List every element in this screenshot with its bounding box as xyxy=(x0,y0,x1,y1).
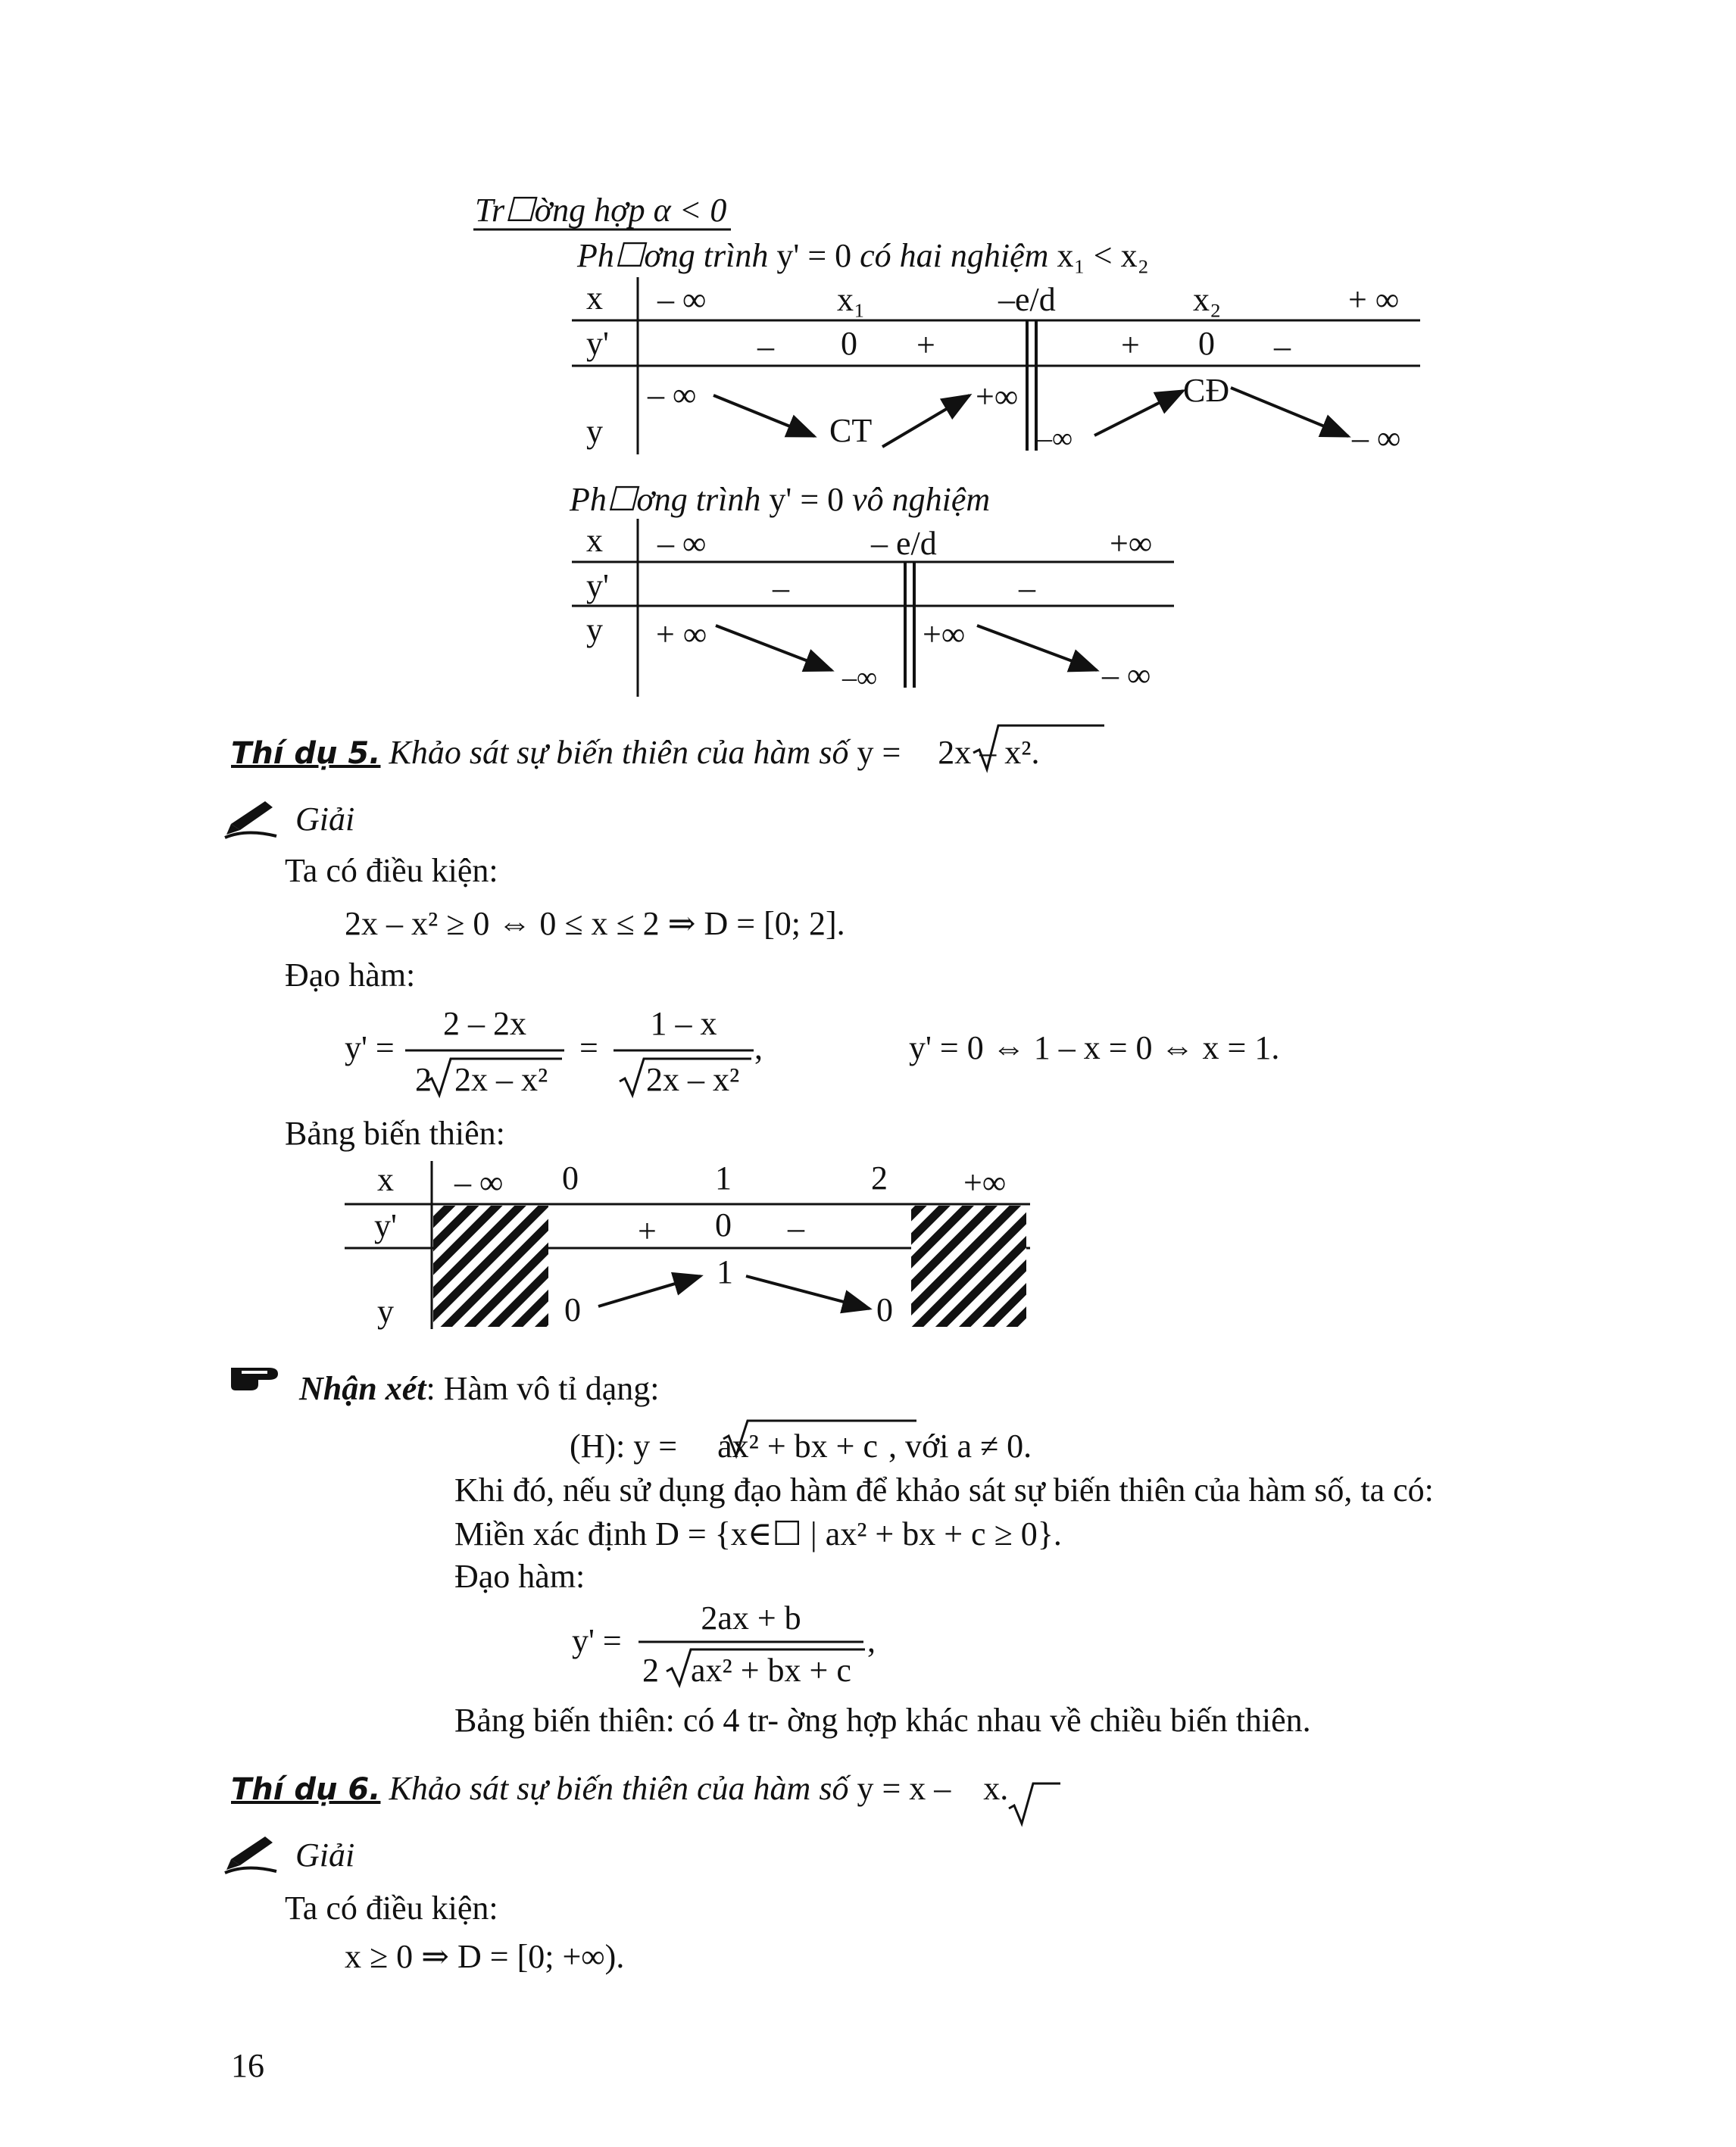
ex5-heading: Thí dụ 5. Khảo sát sự biến thiên của hàm số y = 2x – x². xyxy=(231,734,1040,771)
remark-intro: Nhận xét: Hàm vô tỉ dạng: xyxy=(299,1370,660,1407)
ex5-t-y-val: 0 xyxy=(876,1291,893,1328)
ex5-t-x-val: 0 xyxy=(562,1159,579,1197)
ex6-cond: x ≥ 0 ⇒ D = [0; +∞). xyxy=(345,1938,625,1975)
t2-y-val: –∞ xyxy=(842,662,878,694)
ex5-eq: = xyxy=(579,1029,598,1066)
remark-line3: Đạo hàm: xyxy=(454,1558,585,1595)
t2-x-val: – ∞ xyxy=(657,525,707,562)
t2-arrow-2 xyxy=(977,626,1097,670)
pencil-icon xyxy=(225,1836,276,1873)
t2-row-yp: y' xyxy=(586,567,609,604)
ex5-num2: 1 – x xyxy=(650,1005,717,1042)
table1-arrows xyxy=(713,388,1348,447)
ex5-t-x-val: 1 xyxy=(715,1159,732,1197)
t1-arrow-3 xyxy=(1094,391,1183,435)
t2-row-x: x xyxy=(586,522,603,559)
pointing-hand-icon xyxy=(231,1368,278,1390)
t1-yp-val: 0 xyxy=(841,325,857,362)
ex5-den1-rad: 2x – x² xyxy=(454,1061,548,1098)
t1-yp-val: 0 xyxy=(1198,325,1215,362)
t1-y-val: – ∞ xyxy=(1352,420,1401,457)
page-number: 16 xyxy=(231,2047,264,2084)
ex5-cond-label: Ta có điều kiện: xyxy=(285,852,498,889)
table1-heading: Ph☐ơng trình y' = 0 có hai nghiệm x₁ < x₂ xyxy=(577,237,1149,274)
ex5-den1-2: 2 xyxy=(415,1061,432,1098)
t2-y-val: – ∞ xyxy=(1102,657,1151,694)
remark-yp: y' = xyxy=(572,1622,622,1659)
t1-x-val: – ∞ xyxy=(657,281,707,318)
ex5-comma: , xyxy=(754,1029,763,1066)
ex5-t-row-x: x xyxy=(377,1161,394,1198)
remark-form: (H): y = ax² + bx + c , với a ≠ 0. xyxy=(570,1428,1032,1465)
t2-row-y: y xyxy=(586,611,603,648)
ex5-yp: y' = xyxy=(345,1029,395,1066)
ex5-table-lines xyxy=(345,1161,1030,1329)
t1-arrow-1 xyxy=(713,395,814,436)
ex5-t-y-val: 0 xyxy=(564,1291,581,1328)
t2-y-val: + ∞ xyxy=(656,616,707,653)
t1-x-val: + ∞ xyxy=(1348,281,1400,318)
remark-line4: Bảng biến thiên: có 4 tr- ờng hợp khác nhau về chiều biến thiên. xyxy=(454,1702,1311,1739)
t1-x-val: x₁ xyxy=(837,281,866,318)
t1-arrow-2 xyxy=(882,395,969,447)
ex5-t-y-val: 1 xyxy=(717,1253,733,1290)
t1-y-val: CĐ xyxy=(1183,372,1230,409)
ex5-cond: 2x – x² ≥ 0 ⇔ 0 ≤ x ≤ 2 ⇒ D = [0; 2]. xyxy=(345,905,845,942)
ex5-t-yp-val: 0 xyxy=(715,1206,732,1244)
ex6-heading: Thí dụ 6. Khảo sát sự biến thiên của hàm số y = x – x. xyxy=(231,1770,1009,1807)
t2-yp-val: – xyxy=(1019,570,1035,607)
ex6-sqrt-sign xyxy=(1009,1783,1060,1824)
t1-x-val: –e/d xyxy=(998,281,1056,318)
t1-row-x: x xyxy=(586,279,603,317)
remark-comma: , xyxy=(867,1622,876,1659)
t2-arrow-1 xyxy=(716,626,832,670)
t2-yp-val: – xyxy=(773,570,789,607)
remark-den-rad: ax² + bx + c xyxy=(691,1652,851,1689)
ex5-t-row-y: y xyxy=(377,1293,394,1330)
t1-yp-val: – xyxy=(1274,328,1291,365)
t1-y-val: – ∞ xyxy=(648,376,697,413)
ex5-root-eq: y' = 0 ⇔ 1 – x = 0 ⇔ x = 1. xyxy=(909,1029,1280,1066)
ex5-table-arrows xyxy=(598,1276,870,1309)
hatch-left xyxy=(433,1206,548,1327)
remark-line1: Khi đó, nếu sử dụng đạo hàm để khảo sát sự biến thiên của hàm số, ta có: xyxy=(454,1471,1434,1509)
t1-row-yp: y' xyxy=(586,325,609,362)
t2-x-val: +∞ xyxy=(1110,525,1153,562)
t1-y-val: –∞ xyxy=(1038,423,1073,454)
ex5-den2-rad: 2x – x² xyxy=(646,1061,740,1098)
ex5-t-yp-val: + xyxy=(638,1212,657,1250)
ex5-table-label: Bảng biến thiên: xyxy=(285,1115,505,1152)
remark-num: 2ax + b xyxy=(701,1599,801,1637)
t2-x-val: – e/d xyxy=(871,525,937,562)
t1-yp-val: – xyxy=(757,328,774,365)
case-title: Tr☐ờng hợp α < 0 xyxy=(475,192,727,229)
t1-y-val: +∞ xyxy=(976,378,1019,415)
t1-yp-val: + xyxy=(1121,326,1140,364)
remark-den-2: 2 xyxy=(642,1652,659,1689)
t1-arrow-4 xyxy=(1231,388,1348,436)
table2-heading: Ph☐ơng trình y' = 0 vô nghiệm xyxy=(570,481,991,518)
t1-y-val: CT xyxy=(829,412,873,449)
ex5-t-x-val: 2 xyxy=(871,1159,888,1197)
pencil-icon xyxy=(225,801,276,838)
ex6-solve-label: Giải xyxy=(295,1836,355,1874)
ex5-deriv-label: Đạo hàm: xyxy=(285,956,416,994)
t1-x-val: x₂ xyxy=(1193,281,1222,318)
remark-line2: Miền xác định D = {x∈☐ | ax² + bx + c ≥ 0}. xyxy=(454,1515,1062,1553)
t1-yp-val: + xyxy=(916,326,935,364)
ex5-t-row-yp: y' xyxy=(374,1207,397,1244)
t2-y-val: +∞ xyxy=(923,616,966,653)
ex5-t-x-val: – ∞ xyxy=(454,1164,504,1201)
hatch-right xyxy=(911,1206,1026,1327)
ex5-t-x-val: +∞ xyxy=(963,1164,1007,1201)
ex5-solve-label: Giải xyxy=(295,800,355,838)
ex5-num1: 2 – 2x xyxy=(443,1005,526,1042)
ex5-t-yp-val: – xyxy=(788,1209,804,1247)
ex6-cond-label: Ta có điều kiện: xyxy=(285,1890,498,1927)
t1-row-y: y xyxy=(586,413,603,450)
